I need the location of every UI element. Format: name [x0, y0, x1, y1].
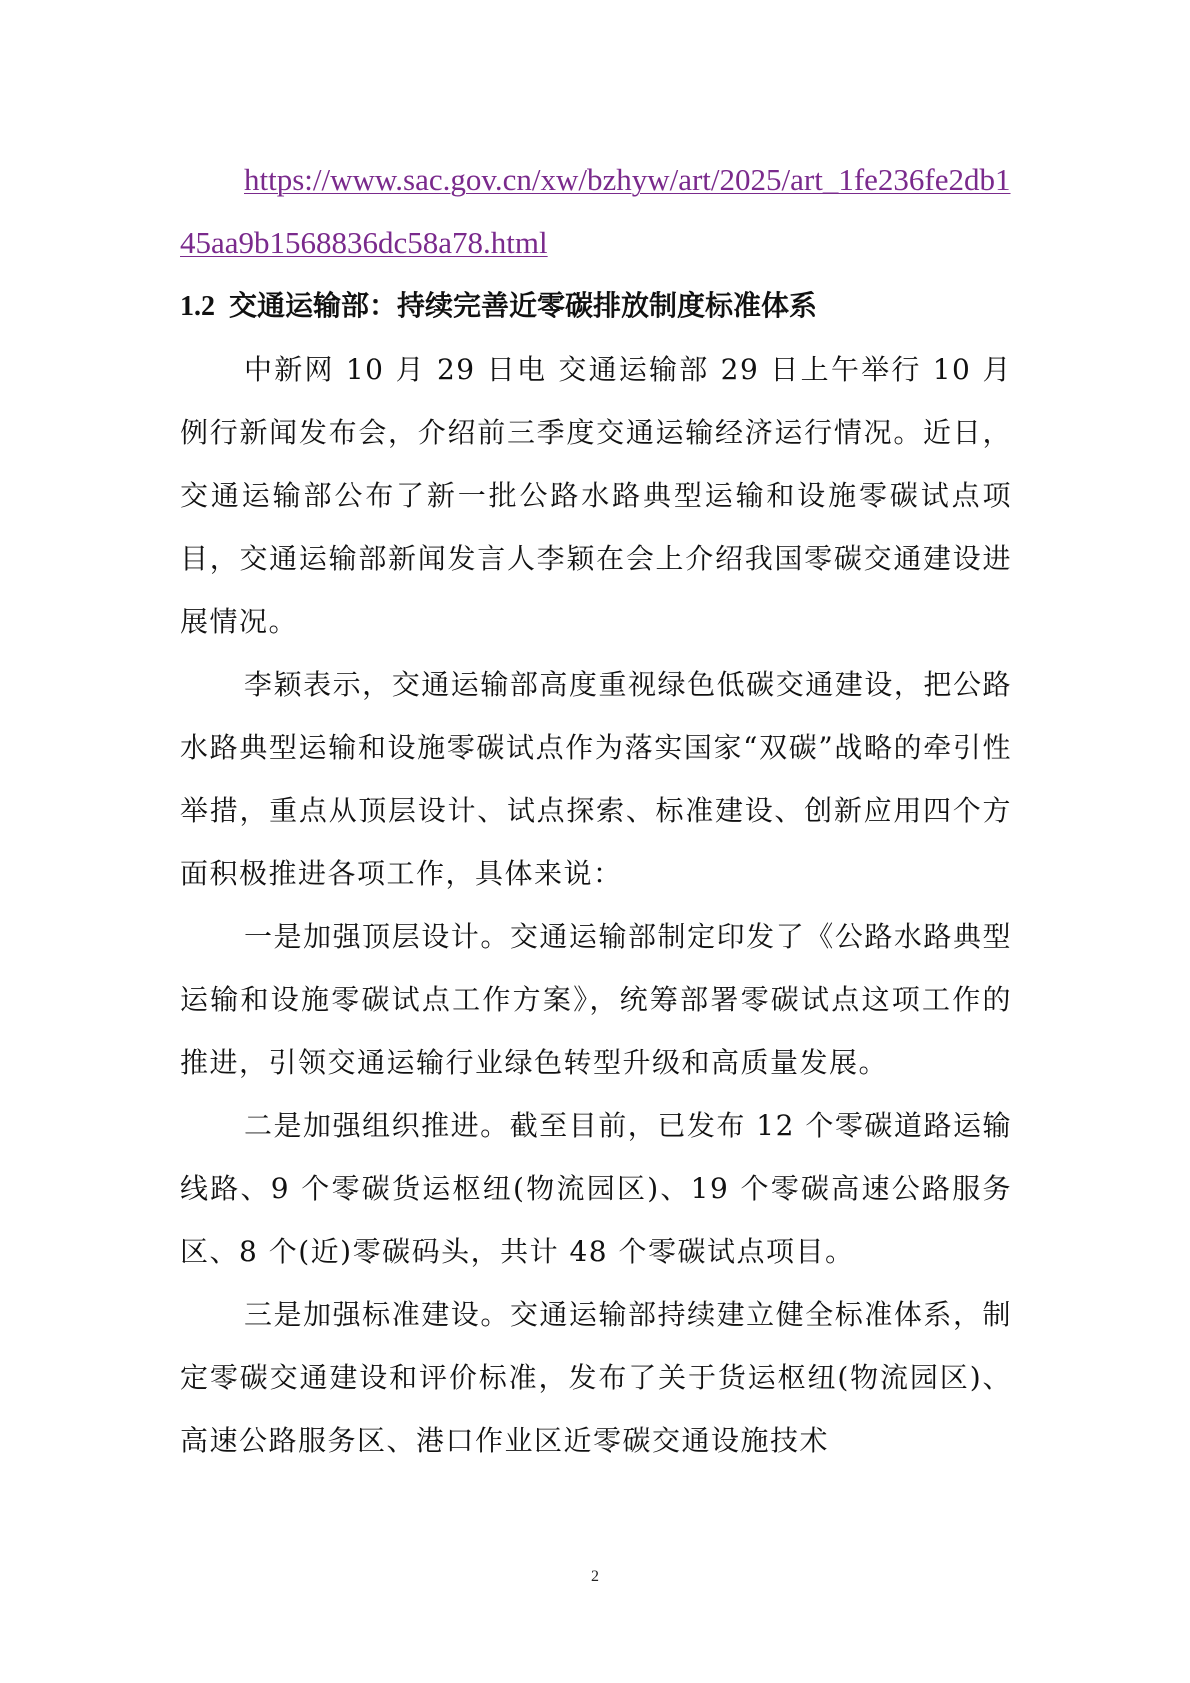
paragraph-organization: 二是加强组织推进。截至目前，已发布 12 个零碳道路运输线路、9 个零碳货运枢纽(物流园区)、19 个零碳高速公路服务区、8 个(近)零碳码头，共计 48 个零碳试点项目。 [180, 1109, 1012, 1268]
source-link[interactable]: https://www.sac.gov.cn/xw/bzhyw/art/2025/art_1fe236fe2db145aa9b1568836dc58a78.html [180, 162, 1011, 260]
paragraph-top-level-design: 一是加强顶层设计。交通运输部制定印发了《公路水路典型运输和设施零碳试点工作方案》，统筹部署零碳试点这项工作的推进，引领交通运输行业绿色转型升级和高质量发展。 [180, 920, 1012, 1079]
paragraph-intro: 中新网 10 月 29 日电 交通运输部 29 日上午举行 10 月例行新闻发布会，介绍前三季度交通运输经济运行情况。近日，交通运输部公布了新一批公路水路典型运输和设施零碳试点项目，交通运输部新闻发言人李颖在会上介绍我国零碳交通建设进展情况。 [180, 353, 1012, 638]
page-content [180, 148, 1012, 1472]
paragraph-statement: 李颖表示，交通运输部高度重视绿色低碳交通建设，把公路水路典型运输和设施零碳试点作为落实国家“双碳”战略的牵引性举措，重点从顶层设计、试点探索、标准建设、创新应用四个方面积极推进各项工作，具体来说： [180, 668, 1012, 890]
source-link-paragraph [180, 148, 1012, 274]
section-heading [180, 274, 1012, 338]
paragraph-standards: 三是加强标准建设。交通运输部持续建立健全标准体系，制定零碳交通建设和评价标准，发布了关于货运枢纽(物流园区)、高速公路服务区、港口作业区近零碳交通设施技术 [180, 1298, 1012, 1457]
section-number: 1.2 [180, 291, 215, 322]
page-number: 2 [591, 1568, 599, 1585]
section-title: 交通运输部：持续完善近零碳排放制度标准体系 [229, 289, 818, 322]
